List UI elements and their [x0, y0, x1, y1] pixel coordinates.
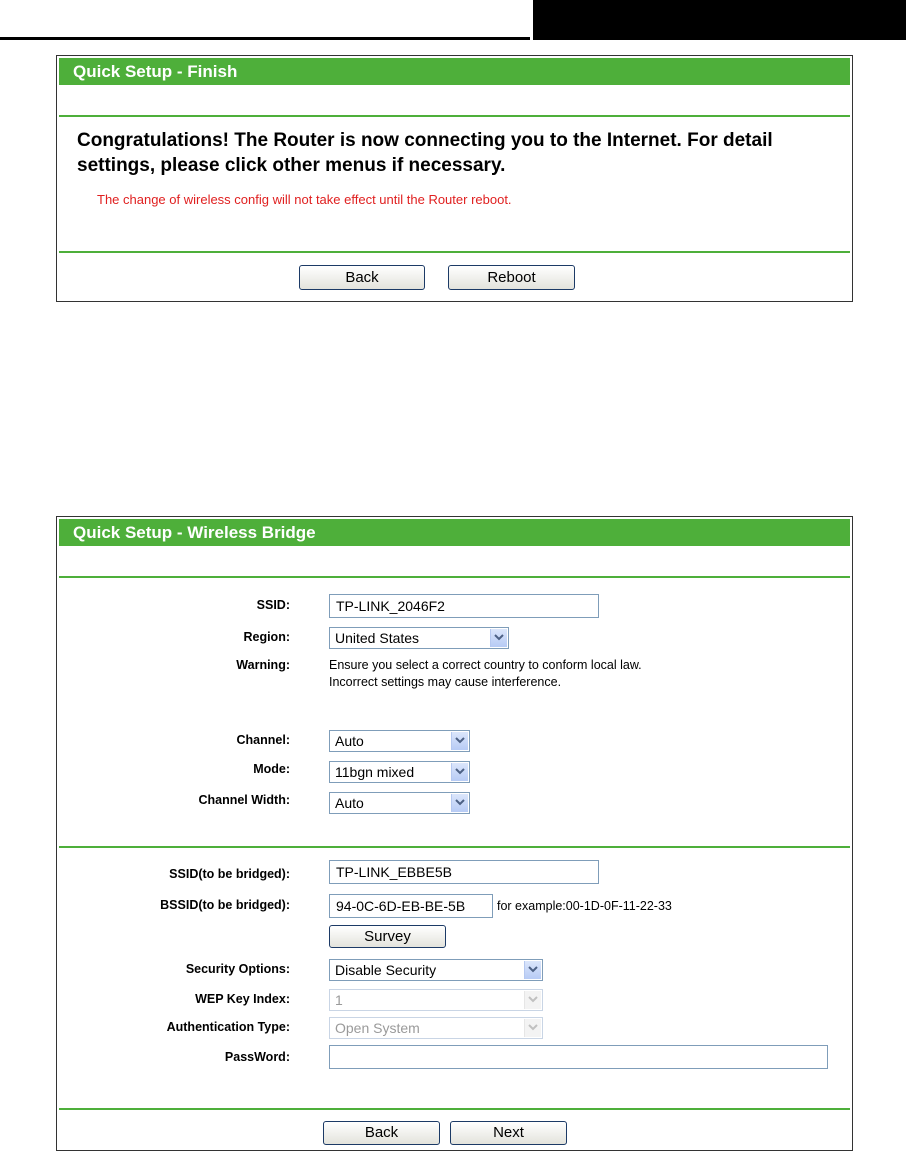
mode-value: 11bgn mixed: [335, 764, 415, 780]
wep-key-index-label: WEP Key Index:: [195, 992, 290, 1006]
next-button[interactable]: Next: [450, 1121, 567, 1145]
finish-message: Congratulations! The Router is now connecting you to the Internet. For detail settings, please click other menus if necessary.: [77, 130, 773, 176]
header-block: [533, 0, 906, 40]
security-options-select[interactable]: [329, 959, 543, 981]
password-label: PassWord:: [224, 1050, 290, 1064]
channel-label: Channel:: [236, 733, 290, 747]
authentication-type-value: Open System: [335, 1020, 420, 1036]
divider: [59, 251, 850, 253]
bridged-ssid-input[interactable]: TP-LINK_EBBE5B: [329, 860, 599, 884]
channel-select[interactable]: [329, 730, 470, 752]
channel-width-value: Auto: [335, 795, 364, 811]
region-value: United States: [335, 630, 420, 646]
survey-button[interactable]: Survey: [329, 925, 446, 948]
chevron-down-icon: [490, 629, 507, 647]
warning-line-2: Incorrect settings may cause interference.: [329, 675, 562, 689]
security-options-label: Security Options:: [185, 962, 290, 976]
channel-width-label: Channel Width:: [198, 793, 290, 807]
chevron-down-icon: [524, 961, 541, 979]
finish-warning: The change of wireless config will not take effect until the Router reboot.: [97, 192, 512, 207]
chevron-down-icon: [524, 991, 541, 1009]
chevron-down-icon: [451, 763, 468, 781]
region-select[interactable]: [329, 627, 509, 649]
channel-value: Auto: [335, 733, 364, 749]
ssid-label: SSID:: [256, 598, 290, 612]
divider: [59, 846, 850, 848]
bridge-title: Quick Setup - Wireless Bridge: [59, 519, 850, 546]
reboot-button[interactable]: Reboot: [448, 265, 575, 290]
finish-panel: [56, 55, 853, 302]
back-button[interactable]: Back: [299, 265, 425, 290]
wireless-bridge-panel: [56, 516, 853, 1151]
chevron-down-icon: [524, 1019, 541, 1037]
chevron-down-icon: [451, 794, 468, 812]
warning-line-1: Ensure you select a correct country to conform local law.: [329, 658, 642, 672]
header-rule: [0, 37, 530, 40]
authentication-type-select[interactable]: [329, 1017, 543, 1039]
authentication-type-label: Authentication Type:: [166, 1020, 290, 1034]
bridged-bssid-label: BSSID(to be bridged):: [160, 898, 290, 912]
divider: [59, 1108, 850, 1110]
channel-width-select[interactable]: [329, 792, 470, 814]
bridged-ssid-label: SSID(to be bridged):: [169, 867, 290, 881]
divider: [59, 115, 850, 117]
back-button[interactable]: Back: [323, 1121, 440, 1145]
divider: [59, 576, 850, 578]
password-input[interactable]: [329, 1045, 828, 1069]
region-label: Region:: [243, 630, 290, 644]
security-options-value: Disable Security: [335, 962, 437, 978]
chevron-down-icon: [451, 732, 468, 750]
ssid-input[interactable]: TP-LINK_2046F2: [329, 594, 599, 618]
warning-label: Warning:: [236, 658, 290, 672]
bssid-example: for example:00-1D-0F-11-22-33: [497, 899, 672, 913]
mode-label: Mode:: [253, 762, 290, 776]
mode-select[interactable]: [329, 761, 470, 783]
wep-key-index-select[interactable]: [329, 989, 543, 1011]
finish-title: Quick Setup - Finish: [59, 58, 850, 85]
bridged-bssid-input[interactable]: 94-0C-6D-EB-BE-5B: [329, 894, 493, 918]
wep-key-index-value: 1: [335, 992, 343, 1008]
